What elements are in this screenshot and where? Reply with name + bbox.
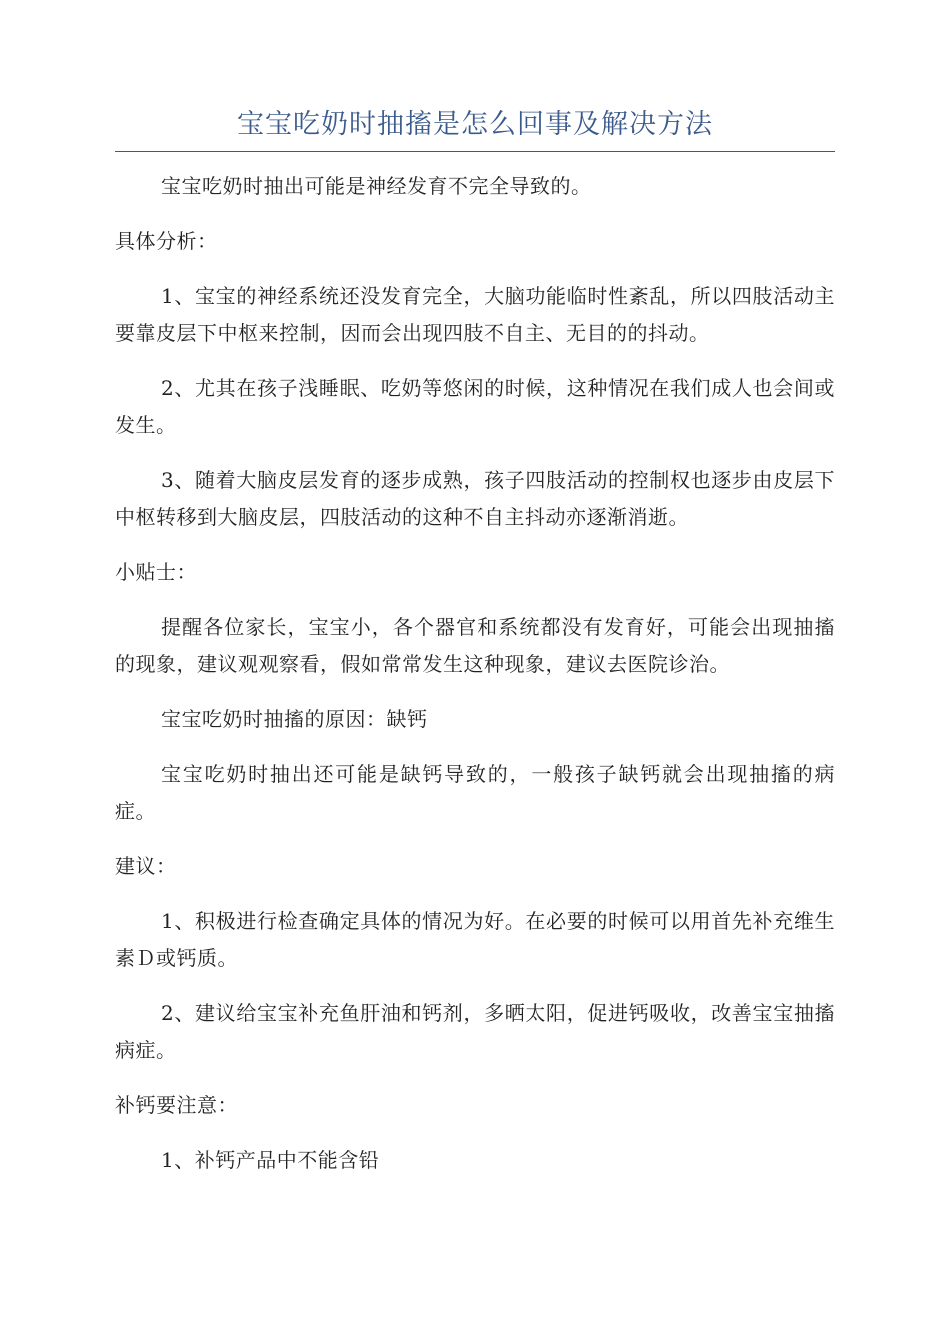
- document-title: 宝宝吃奶时抽搐是怎么回事及解决方法: [115, 105, 835, 152]
- paragraph-tips: 提醒各位家长，宝宝小，各个器官和系统都没有发育好，可能会出现抽搐的现象，建议观观察看，假如常常发生这种现象，建议去医院诊治。: [115, 615, 835, 676]
- paragraph-advice-2: 2、建议给宝宝补充鱼肝油和钙剂，多晒太阳，促进钙吸收，改善宝宝抽搐病症。: [115, 1001, 835, 1062]
- paragraph-calcium-1: 1、补钙产品中不能含铅: [161, 1148, 380, 1172]
- heading-advice: 建议：: [115, 854, 177, 878]
- heading-calcium: 补钙要注意：: [115, 1093, 238, 1117]
- paragraph-cause: 宝宝吃奶时抽出还可能是缺钙导致的，一般孩子缺钙就会出现抽搐的病症。: [115, 762, 835, 823]
- paragraph-advice-1: 1、积极进行检查确定具体的情况为好。在必要的时候可以用首先补充维生素Ｄ或钙质。: [115, 909, 835, 970]
- paragraph-cause-heading: 宝宝吃奶时抽搐的原因：缺钙: [161, 707, 428, 731]
- heading-tips: 小贴士：: [115, 560, 197, 584]
- paragraph-intro: 宝宝吃奶时抽出可能是神经发育不完全导致的。: [161, 174, 592, 198]
- heading-analysis: 具体分析：: [115, 229, 218, 253]
- paragraph-analysis-1: 1、宝宝的神经系统还没发育完全，大脑功能临时性紊乱，所以四肢活动主要靠皮层下中枢来控制，因而会出现四肢不自主、无目的的抖动。: [115, 284, 835, 345]
- document-page: [115, 105, 835, 1197]
- paragraph-analysis-2: 2、尤其在孩子浅睡眠、吃奶等悠闲的时候，这种情况在我们成人也会间或发生。: [115, 376, 835, 437]
- paragraph-analysis-3: 3、随着大脑皮层发育的逐步成熟，孩子四肢活动的控制权也逐步由皮层下中枢转移到大脑皮层，四肢活动的这种不自主抖动亦逐渐消逝。: [115, 468, 835, 529]
